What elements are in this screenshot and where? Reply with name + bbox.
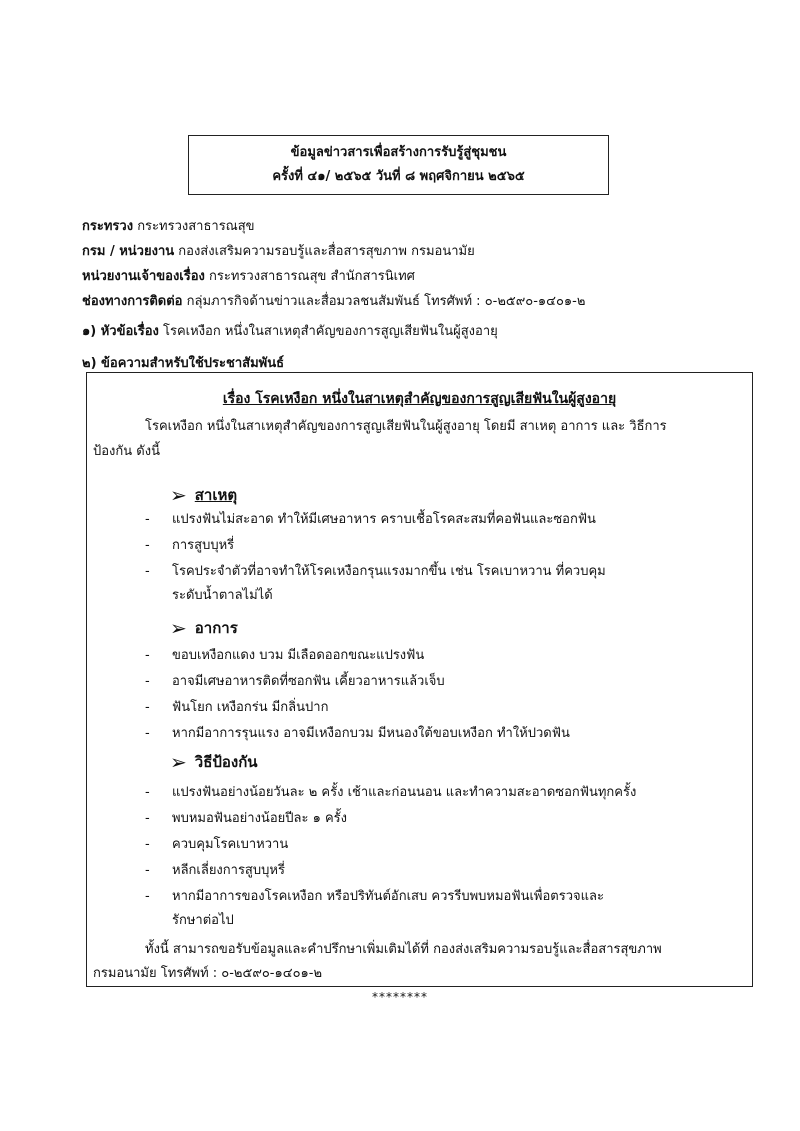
section-causes-heading xyxy=(170,483,237,507)
meta-topic-value: โรคเหงือก หนึ่งในสาเหตุสำคัญของการสูญเสียฟันในผู้สูงอายุ xyxy=(163,324,498,339)
list-item: ฟันโยก เหงือกร่น มีกลิ่นปาก xyxy=(172,700,329,715)
section-symptoms-heading xyxy=(170,616,238,640)
meta-department xyxy=(82,240,475,261)
arrow-marker-icon: ➢ xyxy=(170,750,187,774)
bullet-dash: - xyxy=(145,811,150,826)
story-intro-line1: โรคเหงือก หนึ่งในสาเหตุสำคัญของการสูญเสียฟันในผู้สูงอายุ โดยมี สาเหตุ อาการ และ วิธีการ xyxy=(145,419,667,434)
meta-department-value: กองส่งเสริมความรอบรู้และสื่อสารสุขภาพ กรมอนามัย xyxy=(178,244,475,259)
arrow-marker-icon: ➢ xyxy=(170,616,187,640)
meta-contact-label: ช่องทางการติดต่อ xyxy=(82,294,183,309)
end-marker: ******** xyxy=(372,990,428,1004)
list-item: แปรงฟันไม่สะอาด ทำให้มีเศษอาหาร คราบเชื้อโรคสะสมที่คอฟันและซอกฟัน xyxy=(172,512,596,527)
header-issue-date: ครั้งที่ ๔๑/ ๒๕๖๕ วันที่ ๘ พฤศจิกายน ๒๕๖๕ xyxy=(272,169,525,184)
section-causes-title: สาเหตุ xyxy=(194,486,238,504)
arrow-marker-icon: ➢ xyxy=(170,483,187,507)
bullet-dash: - xyxy=(145,674,150,689)
bullet-dash: - xyxy=(145,538,150,553)
bullet-dash: - xyxy=(145,564,150,579)
list-item: แปรงฟันอย่างน้อยวันละ ๒ ครั้ง เช้าและก่อนนอน และทำความสะอาดซอกฟันทุกครั้ง xyxy=(172,785,637,800)
header-box xyxy=(188,135,609,195)
list-item-continued: ระดับน้ำตาลไม่ได้ xyxy=(172,588,273,603)
story-intro-line2: ป้องกัน ดังนี้ xyxy=(93,444,160,459)
closing-line2: กรมอนามัย โทรศัพท์ : ๐-๒๕๙๐-๑๔๐๑-๒ xyxy=(93,966,323,981)
meta-ministry-label: กระทรวง xyxy=(82,219,134,234)
list-item: ควบคุมโรคเบาหวาน xyxy=(172,837,289,852)
list-item: หากมีอาการรุนแรง อาจมีเหงือกบวม มีหนองใต้ขอบเหงือก ทำให้ปวดฟัน xyxy=(172,726,570,741)
list-item: หลีกเลี่ยงการสูบบุหรี่ xyxy=(172,863,285,878)
meta-ministry-value: กระทรวงสาธารณสุข xyxy=(137,219,255,234)
meta-topic-label: ๑) หัวข้อเรื่อง xyxy=(82,324,159,339)
meta-owner xyxy=(82,265,415,286)
bullet-dash: - xyxy=(145,863,150,878)
meta-owner-value: กระทรวงสาธารณสุข สำนักสารนิเทศ xyxy=(209,269,415,284)
bullet-dash: - xyxy=(145,889,150,904)
header-title: ข้อมูลข่าวสารเพื่อสร้างการรับรู้สู่ชุมชน xyxy=(290,145,507,160)
bullet-dash: - xyxy=(145,837,150,852)
section-prevention-heading xyxy=(170,750,258,774)
list-item: โรคประจำตัวที่อาจทำให้โรคเหงือกรุนแรงมากขึ้น เช่น โรคเบาหวาน ที่ควบคุม xyxy=(172,564,606,579)
meta-contact-value: กลุ่มภารกิจด้านข่าวและสื่อมวลชนสัมพันธ์ โทรศัพท์ : ๐-๒๕๙๐-๑๔๐๑-๒ xyxy=(186,294,586,309)
closing-line1: ทั้งนี้ สามารถขอรับข้อมูลและคำปรึกษาเพิ่มเติมได้ที่ กองส่งเสริมความรอบรู้และสื่อสารสุขภาพ xyxy=(145,942,662,957)
bullet-dash: - xyxy=(145,648,150,663)
meta-contact xyxy=(82,290,585,311)
meta-ministry xyxy=(82,215,255,236)
bullet-dash: - xyxy=(145,700,150,715)
meta-department-label: กรม / หน่วยงาน xyxy=(82,244,175,259)
section-symptoms-title: อาการ xyxy=(194,619,238,637)
meta-topic xyxy=(82,320,498,341)
list-item: อาจมีเศษอาหารติดที่ซอกฟัน เคี้ยวอาหารแล้วเจ็บ xyxy=(172,674,445,689)
list-item: การสูบบุหรี่ xyxy=(172,538,235,553)
bullet-dash: - xyxy=(145,512,150,527)
meta-pr xyxy=(82,352,284,373)
list-item-continued: รักษาต่อไป xyxy=(172,913,234,928)
story-title: เรื่อง โรคเหงือก หนึ่งในสาเหตุสำคัญของการสูญเสียฟันในผู้สูงอายุ xyxy=(222,391,617,407)
list-item: ขอบเหงือกแดง บวม มีเลือดออกขณะแปรงฟัน xyxy=(172,648,425,663)
meta-owner-label: หน่วยงานเจ้าของเรื่อง xyxy=(82,269,205,284)
bullet-dash: - xyxy=(145,785,150,800)
list-item: พบหมอฟันอย่างน้อยปีละ ๑ ครั้ง xyxy=(172,811,347,826)
meta-pr-label: ๒) ข้อความสำหรับใช้ประชาสัมพันธ์ xyxy=(82,356,285,371)
list-item: หากมีอาการของโรคเหงือก หรือปริทันต์อักเสบ ควรรีบพบหมอฟันเพื่อตรวจและ xyxy=(172,889,604,904)
section-prevention-title: วิธีป้องกัน xyxy=(194,753,258,771)
bullet-dash: - xyxy=(145,726,150,741)
